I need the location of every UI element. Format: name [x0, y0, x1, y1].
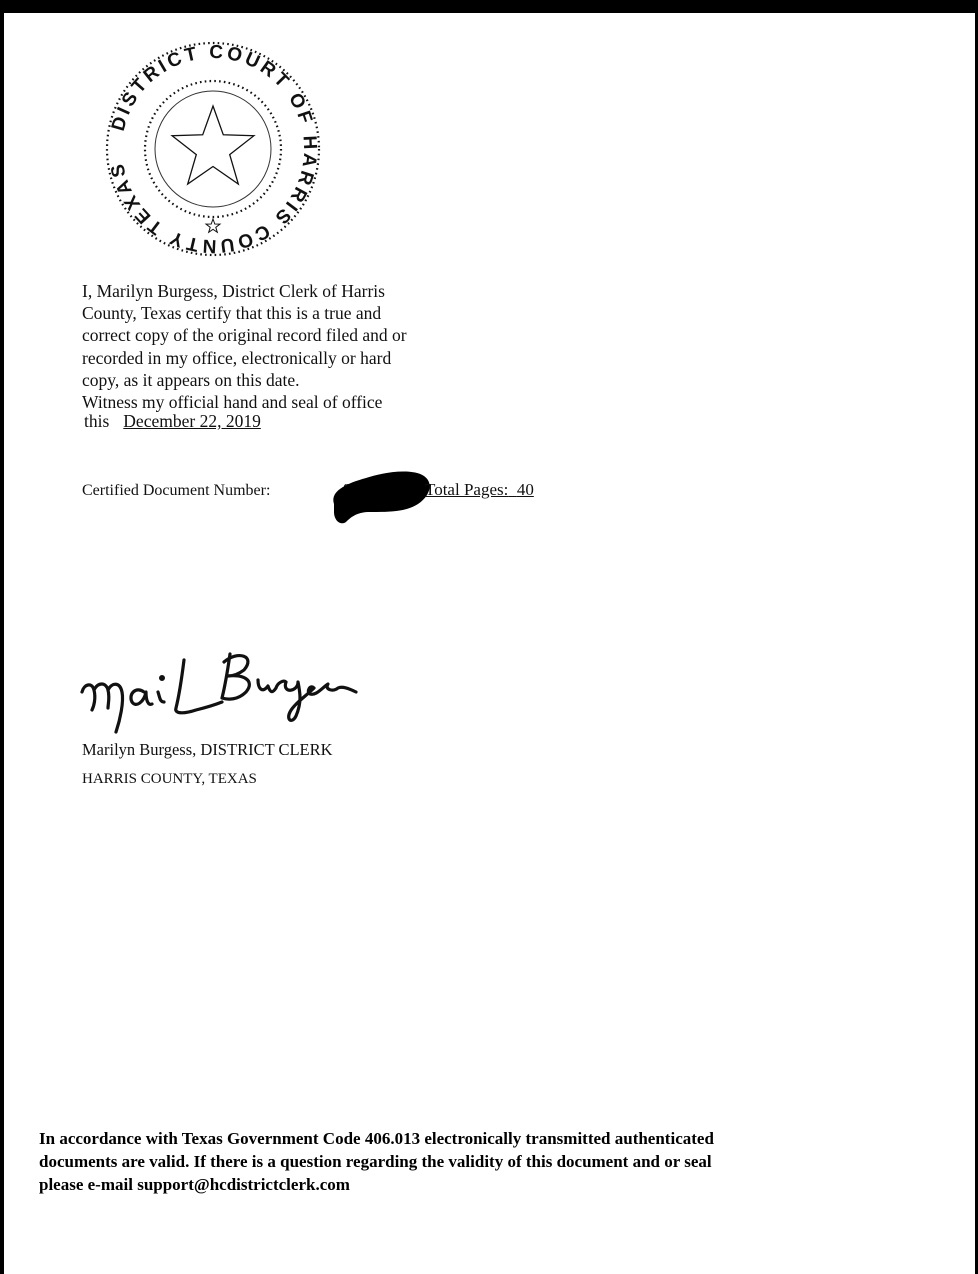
validity-notice	[39, 1128, 839, 1196]
seal-star-icon	[172, 106, 254, 184]
seal-inner-ring	[145, 81, 281, 217]
district-court-seal	[100, 36, 326, 262]
total-pages-value: 40	[516, 480, 534, 499]
clerk-signature	[72, 640, 362, 740]
seal-text: DISTRICT COURT OF HARRIS COUNTY TEXAS	[106, 41, 321, 257]
certification-line: County, Texas certify that this is a true and	[82, 303, 382, 324]
clerk-county: HARRIS COUNTY, TEXAS	[82, 771, 257, 787]
validity-notice-line: documents are valid. If there is a question regarding the validity of this document and or seal	[39, 1151, 712, 1171]
seal-small-star-icon	[206, 219, 220, 232]
total-pages-label: Total Pages:	[425, 480, 509, 499]
certification-line: I, Marilyn Burgess, District Clerk of Harris	[82, 281, 385, 301]
total-pages	[425, 480, 534, 500]
certification-statement	[82, 280, 462, 413]
redaction-mark	[326, 466, 436, 526]
document-number-label: Certified Document Number:	[82, 482, 271, 499]
validity-notice-line: please e-mail support@hcdistrictclerk.com	[39, 1174, 350, 1194]
certification-date: December 22, 2019	[123, 411, 261, 431]
certification-line: correct copy of the original record filed and or	[82, 325, 407, 346]
validity-notice-line: In accordance with Texas Government Code 406.013 electronically transmitted authenticated	[39, 1129, 714, 1148]
date-prefix: this	[84, 411, 110, 431]
left-border	[0, 0, 4, 1274]
top-border	[0, 0, 978, 13]
certification-date-line	[84, 410, 261, 432]
clerk-name-title: Marilyn Burgess, DISTRICT CLERK	[82, 740, 333, 759]
certification-line: Witness my official hand and seal of office	[82, 392, 383, 413]
seal-center-ring	[155, 91, 271, 207]
certification-line: recorded in my office, electronically or hard	[82, 347, 392, 368]
certification-line: copy, as it appears on this date.	[82, 369, 300, 390]
